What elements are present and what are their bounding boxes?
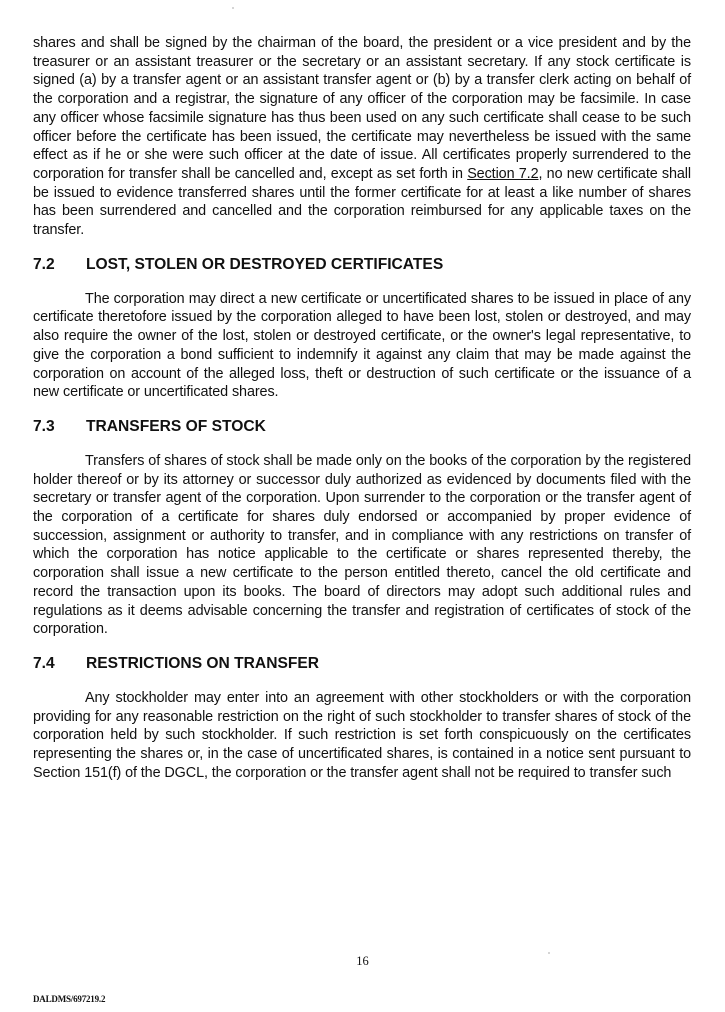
document-id: DALDMS/697219.2 [33, 994, 106, 1004]
section-number: 7.2 [33, 255, 55, 273]
continuation-paragraph [33, 34, 691, 240]
document-body [33, 34, 691, 783]
section-7-2-body: The corporation may direct a new certificate or uncertificated shares to be issued in place of any certificate theretofore issued by the corporation alleged to have been lost, stolen or destroyed, and may also require the owner of the lost, stolen or destroyed certificate, or the owner's legal representative, to give the corporation a bond sufficient to indemnify it against any claim that may be made against the corporation on account of the alleged loss, theft or destruction of such certificate or the issuance of a new certificate or uncertificated shares. [33, 290, 691, 401]
page-number: 16 [356, 954, 369, 968]
section-7-3-body: Transfers of shares of stock shall be made only on the books of the corporation by the registered holder thereof or by its attorney or successor duly authorized as evidenced by documents filed with the secretary or transfer agent of the corporation. Upon surrender to the corporation or the transfer agent of the corporation of a certificate for shares duly endorsed or accompanied by proper evidence of succession, assignment or authority to transfer, and in compliance with any restrictions on transfer of which the corporation has notice applicable to the certificate or shares represented thereby, the corporation shall issue a new certificate to the person entitled thereto, cancel the old certificate and record the transaction upon its books. The board of directors may adopt such additional rules and regulations as it deems advisable concerning the transfer and registration of certificates of stock of the corporation. [33, 452, 691, 638]
scan-artifact [232, 7, 234, 9]
section-heading-7-3 [33, 417, 691, 437]
section-title: RESTRICTIONS ON TRANSFER [86, 654, 320, 672]
paragraph-text-before-link: shares and shall be signed by the chairman of the board, the president or a vice president and by the treasurer or an assistant treasurer or the secretary or an assistant secretary. If any stock certificate is signed (a) by a transfer agent or an assistant transfer agent or (b) by a transfer clerk acting on behalf of the corporation and a registrar, the signature of any officer of the corporation may be facsimile. In case any officer whose facsimile signature has thus been used on any such certificate shall cease to be such officer before the certificate has been issued, the certificate may nevertheless be issued with the same effect as if he or she were such officer at the date of issue. All certificates properly surrendered to the corporation for transfer shall be cancelled and, except as set forth in [33, 35, 691, 182]
section-number: 7.3 [33, 417, 55, 435]
section-heading-7-2 [33, 255, 691, 275]
section-7-2-reference[interactable]: Section 7.2 [467, 165, 539, 182]
section-7-4-body: Any stockholder may enter into an agreement with other stockholders or with the corporation providing for any reasonable restriction on the right of such stockholder to transfer shares of stock of the corporation held by such stockholder. If such restriction is set forth conspicuously on the certificates representing the shares or, in the case of uncertificated shares, is contained in a notice sent pursuant to Section 151(f) of the DGCL, the corporation or the transfer agent shall not be required to transfer such [33, 689, 691, 781]
section-heading-7-4 [33, 654, 691, 674]
section-number: 7.4 [33, 654, 55, 672]
section-title: TRANSFERS OF STOCK [86, 417, 266, 435]
paragraph-text-after-link: , no new certificate shall be issued to evidence transferred shares until the former certificate for at least a like number of shares has been surrendered and cancelled and the corporation reimbursed for any applicable taxes on the transfer. [33, 165, 692, 239]
section-title: LOST, STOLEN OR DESTROYED CERTIFICATES [86, 255, 444, 273]
